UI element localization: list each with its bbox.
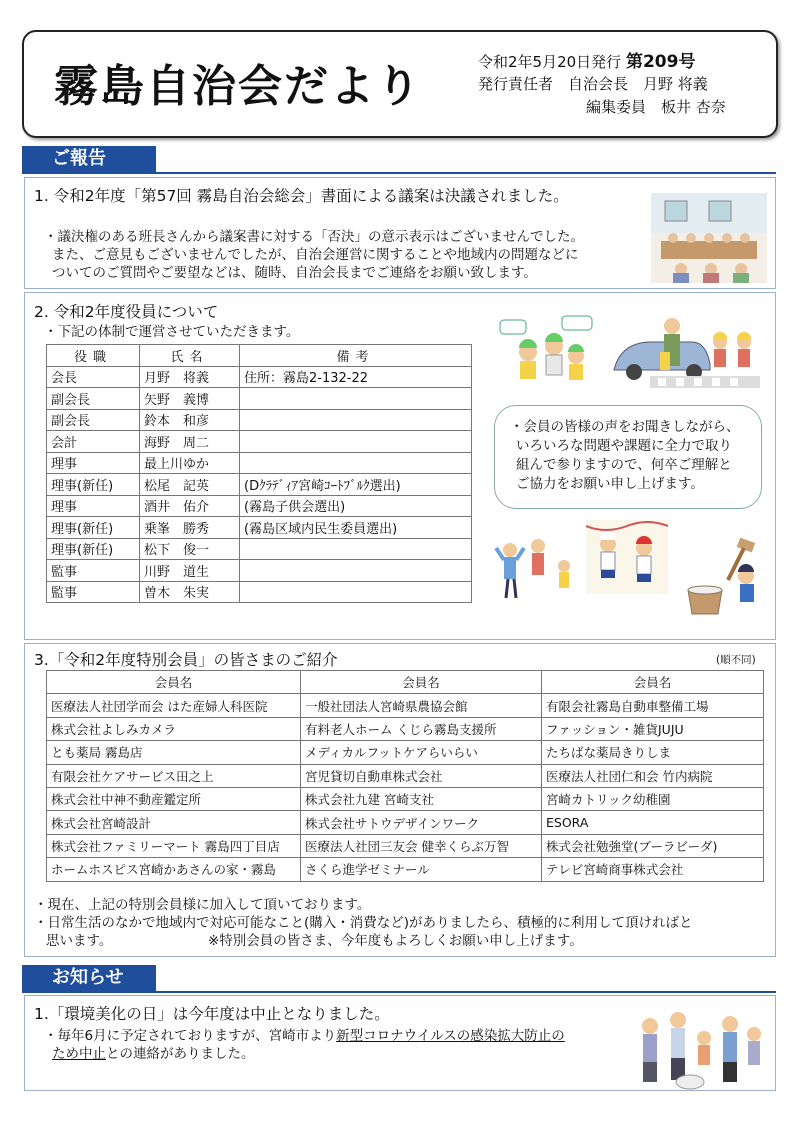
table-row [47,694,764,717]
table-row [47,741,764,764]
notice-underlined-text: ため中止 [52,1046,106,1062]
newsletter-title: 霧島自治会だより [54,61,422,112]
name-cell: 曽木 朱実 [140,581,240,603]
member-cell: メディカルフットケアらいらい [301,741,542,764]
note-cell [240,538,472,560]
name-cell: 海野 周二 [140,431,240,453]
item3-heading: 3.「令和2年度特別会員」の皆さまのご紹介 [34,651,338,669]
member-cell: 医療法人社団仁和会 竹内病院 [542,764,764,787]
column-header: 備考 [240,345,472,367]
issue-info [478,47,695,72]
greeting-line: ご協力をお願い申し上げます。 [516,476,704,492]
column-header: 役職 [47,345,140,367]
table-row [47,431,472,453]
column-header: 会員名 [47,671,301,694]
member-cell: テレビ宮崎商事株式会社 [542,858,764,881]
role-cell: 理事(新任) [47,517,140,539]
notice-text: ・毎年6月に予定されておりますが、宮崎市より [44,1028,337,1044]
name-cell: 松尾 記英 [140,474,240,496]
table-row [47,474,472,496]
member-cell: 医療法人社団学而会 はた産婦人科医院 [47,694,301,717]
role-cell: 理事 [47,452,140,474]
member-cell: たちばな薬局きりしま [542,741,764,764]
table-row [47,787,764,810]
note-cell [240,409,472,431]
note-cell: (Dｸﾗﾃﾞｨｱ宮崎ｺｰﾄﾌﾞﾙｸ選出) [240,474,472,496]
greeting-line: いろいろな問題や課題に全力で取り [516,438,732,454]
table-row [47,717,764,740]
member-cell: さくら進学ゼミナール [301,858,542,881]
table-row [47,581,472,603]
note-cell: (霧島子供会選出) [240,495,472,517]
crossing-guard-illustration [610,312,762,390]
member-cell: 株式会社よしみカメラ [47,717,301,740]
name-cell: 酒井 佑介 [140,495,240,517]
notice-heading: 1.「環境美化の日」は今年度は中止となりました。 [34,1005,390,1023]
table-row [47,764,764,787]
exercise-illustration [494,536,584,600]
notice-tab: お知らせ [22,965,156,991]
role-cell: 監事 [47,581,140,603]
name-cell: 月野 将義 [140,366,240,388]
member-cell: ESORA [542,811,764,834]
note-cell [240,388,472,410]
table-row [47,366,472,388]
name-cell: 鈴本 和彦 [140,409,240,431]
member-cell: ホームホスピス宮崎かあさんの家・霧島 [47,858,301,881]
role-cell: 副会長 [47,388,140,410]
member-cell: 有限会社ケアサービス田之上 [47,764,301,787]
editor-line: 編集委員 板井 杏奈 [586,98,726,116]
column-header: 会員名 [301,671,542,694]
name-cell: 乗峯 勝秀 [140,517,240,539]
member-cell: 株式会社九建 宮崎支社 [301,787,542,810]
member-cell: 宮崎カトリック幼稚園 [542,787,764,810]
greeting-text [510,418,740,494]
note-cell: 住所：霧島2-132-22 [240,366,472,388]
item3-footer-line: ※特別会員の皆さま、今年度もよろしくお願い申し上げます。 [208,933,583,949]
order-note: (順不同) [716,654,756,666]
sports-day-illustration [586,520,668,594]
table-row [47,858,764,881]
note-cell [240,581,472,603]
note-cell [240,431,472,453]
member-cell: 有料老人ホーム くじら霧島支援所 [301,717,542,740]
note-cell: (霧島区域内民生委員選出) [240,517,472,539]
officers-table [46,344,472,603]
notice-text: との連絡がありました。 [106,1046,255,1062]
report-tab: ご報告 [22,146,156,172]
name-cell: 矢野 義博 [140,388,240,410]
item1-heading: 1. 令和2年度「第57回 霧島自治会総会」書面による議案は決議されました。 [34,187,569,205]
notice-line [44,1027,565,1045]
mochitsuki-illustration [684,536,768,616]
greeting-line: ・会員の皆様の声をお聞きしながら、 [510,419,740,435]
table-header-row [47,671,764,694]
member-cell: 一般社団法人宮崎県農協会館 [301,694,542,717]
item3-footer-line: ・現在、上記の特別会員様に加入して頂いております。 [34,897,371,913]
role-cell: 理事(新任) [47,538,140,560]
name-cell: 松下 俊一 [140,538,240,560]
special-members-table [46,670,764,882]
publisher-line: 発行責任者 自治会長 月野 将義 [478,75,708,93]
role-cell: 会長 [47,366,140,388]
item1-line: ついてのご質問やご要望などは、随時、自治会長までご連絡をお願い致します。 [52,265,537,281]
item3-footer-line: ・日常生活のなかで地域内で対応可能なこと(購入・消費など)がありましたら、積極的に利用して頂ければと [34,915,693,931]
table-row [47,560,472,582]
column-header: 会員名 [542,671,764,694]
member-cell: 株式会社宮崎設計 [47,811,301,834]
member-cell: ファッション・雑貨JUJU [542,717,764,740]
member-cell: 株式会社サトウデザインワーク [301,811,542,834]
tab-underline [22,991,776,993]
table-row [47,388,472,410]
member-cell: 宮児貸切自動車株式会社 [301,764,542,787]
table-row [47,495,472,517]
note-cell [240,560,472,582]
item2-note: ・下記の体制で運営させていただきます。 [44,324,300,340]
table-row [47,811,764,834]
issue-date: 令和2年5月20日発行 [478,53,622,71]
role-cell: 理事 [47,495,140,517]
member-cell: 有限会社霧島自動車整備工場 [542,694,764,717]
member-cell: 株式会社中神不動産鑑定所 [47,787,301,810]
meeting-illustration [651,193,767,283]
table-row [47,409,472,431]
tab-underline [22,172,776,174]
table-header-row [47,345,472,367]
item2-heading: 2. 令和2年度役員について [34,303,219,321]
issue-number: 第209号 [625,52,696,72]
member-cell: 株式会社ファミリーマート 霧島四丁目店 [47,834,301,857]
member-cell: 株式会社勉強堂(ブーラビーダ) [542,834,764,857]
role-cell: 理事(新任) [47,474,140,496]
column-header: 氏名 [140,345,240,367]
cleanup-illustration [630,1004,766,1090]
name-cell: 川野 道生 [140,560,240,582]
table-row [47,834,764,857]
children-sign-illustration [498,312,598,388]
member-cell: とも薬局 霧島店 [47,741,301,764]
role-cell: 会計 [47,431,140,453]
name-cell: 最上川ゆか [140,452,240,474]
item3-footer-line: 思います。 [46,933,113,949]
table-row [47,538,472,560]
item1-line: また、ご意見もございませんでしたが、自治会運営に関することや地域内の問題などに [52,247,579,263]
role-cell: 副会長 [47,409,140,431]
item1-line: ・議決権のある班長さんから議案書に対する「否決」の意示表示はございませんでした。 [44,229,584,245]
notice-underlined-text: 新型コロナウイルスの感染拡大防止の [336,1028,565,1044]
table-row [47,517,472,539]
note-cell [240,452,472,474]
greeting-line: 組んで参りますので、何卒ご理解と [516,457,732,473]
table-row [47,452,472,474]
member-cell: 医療法人社団三友会 健幸くらぶ万智 [301,834,542,857]
role-cell: 監事 [47,560,140,582]
notice-line [52,1045,255,1063]
